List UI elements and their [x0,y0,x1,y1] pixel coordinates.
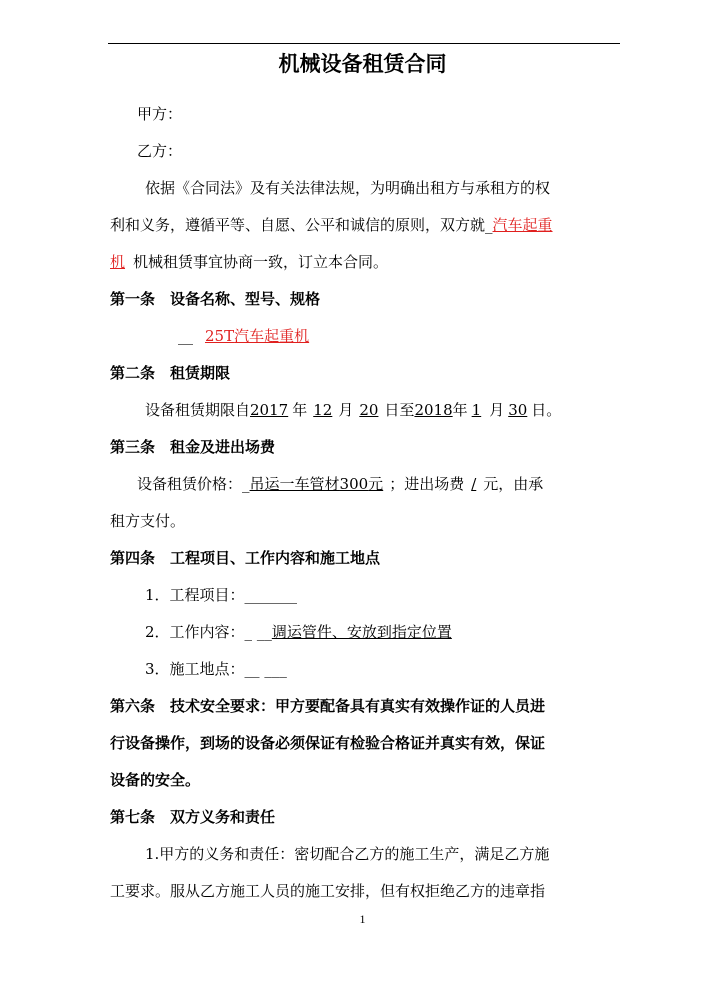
article-7-heading: 第七条 双方义务和责任 [110,808,276,826]
equipment-model: 25T [205,327,235,345]
start-month: 12 [313,401,333,419]
lease-period-line [145,400,561,420]
work-content-label: 2．工作内容： [145,623,245,641]
article-3-heading: 第三条 租金及进出场费 [110,438,276,456]
start-day: 20 [359,401,379,419]
end-label: 日。 [531,401,562,419]
site-item [145,659,287,679]
intro-line-1: 依据《合同法》及有关法律法规，为明确出租方与承租方的权 [145,179,551,197]
work-content-value: 调运管件、安放到指定位置 [271,623,452,641]
entry-fee-label: ；进出场费 [389,475,465,493]
rent-blank: _ [242,475,250,493]
intro-text-end: 机械租赁事宜协商一致，订立本合同。 [133,253,389,271]
month-label-2: 月 [489,401,505,419]
to-label: 日至 [384,401,415,419]
article-1-heading: 第一条 设备名称、型号、规格 [110,290,321,308]
end-day: 30 [508,401,528,419]
project-label: 1．工程项目： [145,586,245,604]
end-month: 1 [471,401,482,419]
article-1-equipment [178,326,309,346]
end-year: 2018 [414,401,453,419]
site-blank: __ ___ [244,660,287,678]
party-a-line: 甲方： [137,105,183,123]
article-7-para-1-line-1: 1.甲方的义务和责任：密切配合乙方的施工生产，满足乙方施 [145,845,550,863]
rent-amount: 300 [339,475,369,493]
entry-fee-value: / [471,475,477,493]
site-label: 3．施工地点： [145,660,245,678]
rent-unit: 元 [368,475,384,493]
start-year: 2017 [250,401,289,419]
intro-line-2 [110,215,553,235]
intro-line-3 [110,252,388,272]
rent-description: 吊运一车管材 [249,475,340,493]
intro-blank: _ [485,216,493,234]
month-label: 月 [338,401,354,419]
equipment-name-highlight: 汽车起重 [492,216,553,234]
project-blank: _______ [244,586,298,604]
lease-period-prefix: 设备租赁期限自 [145,401,251,419]
project-item [145,585,297,605]
article-2-heading: 第二条 租赁期限 [110,364,231,382]
page-number: 1 [359,912,366,926]
article-7-para-1-line-2: 工要求。服从乙方施工人员的施工安排，但有权拒绝乙方的违章指 [110,882,546,900]
year-label: 年 [292,401,308,419]
rent-suffix: 元，由承 [483,475,544,493]
party-b-line: 乙方： [137,142,183,160]
equipment-blank: __ [178,327,193,345]
year-label-2: 年 [452,401,468,419]
document-title: 机械设备租赁合同 [278,52,447,76]
equipment-name-highlight-end: 机 [110,253,126,271]
article-6-line-1: 第六条 技术安全要求：甲方要配备具有真实有效操作证的人员进 [110,697,546,715]
intro-text: 利和义务，遵循平等、自愿、公平和诚信的原则，双方就 [110,216,486,234]
rent-prefix: 设备租赁价格： [137,475,243,493]
header-rule [108,43,620,44]
article-6-line-2: 行设备操作，到场的设备必须保证有检验合格证并真实有效，保证 [110,734,546,752]
article-4-heading: 第四条 工程项目、工作内容和施工地点 [110,549,381,567]
equipment-type: 汽车起重机 [234,327,310,345]
work-content-blank: _ __ [244,623,272,641]
work-content-item [145,622,452,642]
rent-line-2: 租方支付。 [110,512,186,530]
rent-line [137,474,543,494]
article-6-line-3: 设备的安全。 [110,771,201,789]
